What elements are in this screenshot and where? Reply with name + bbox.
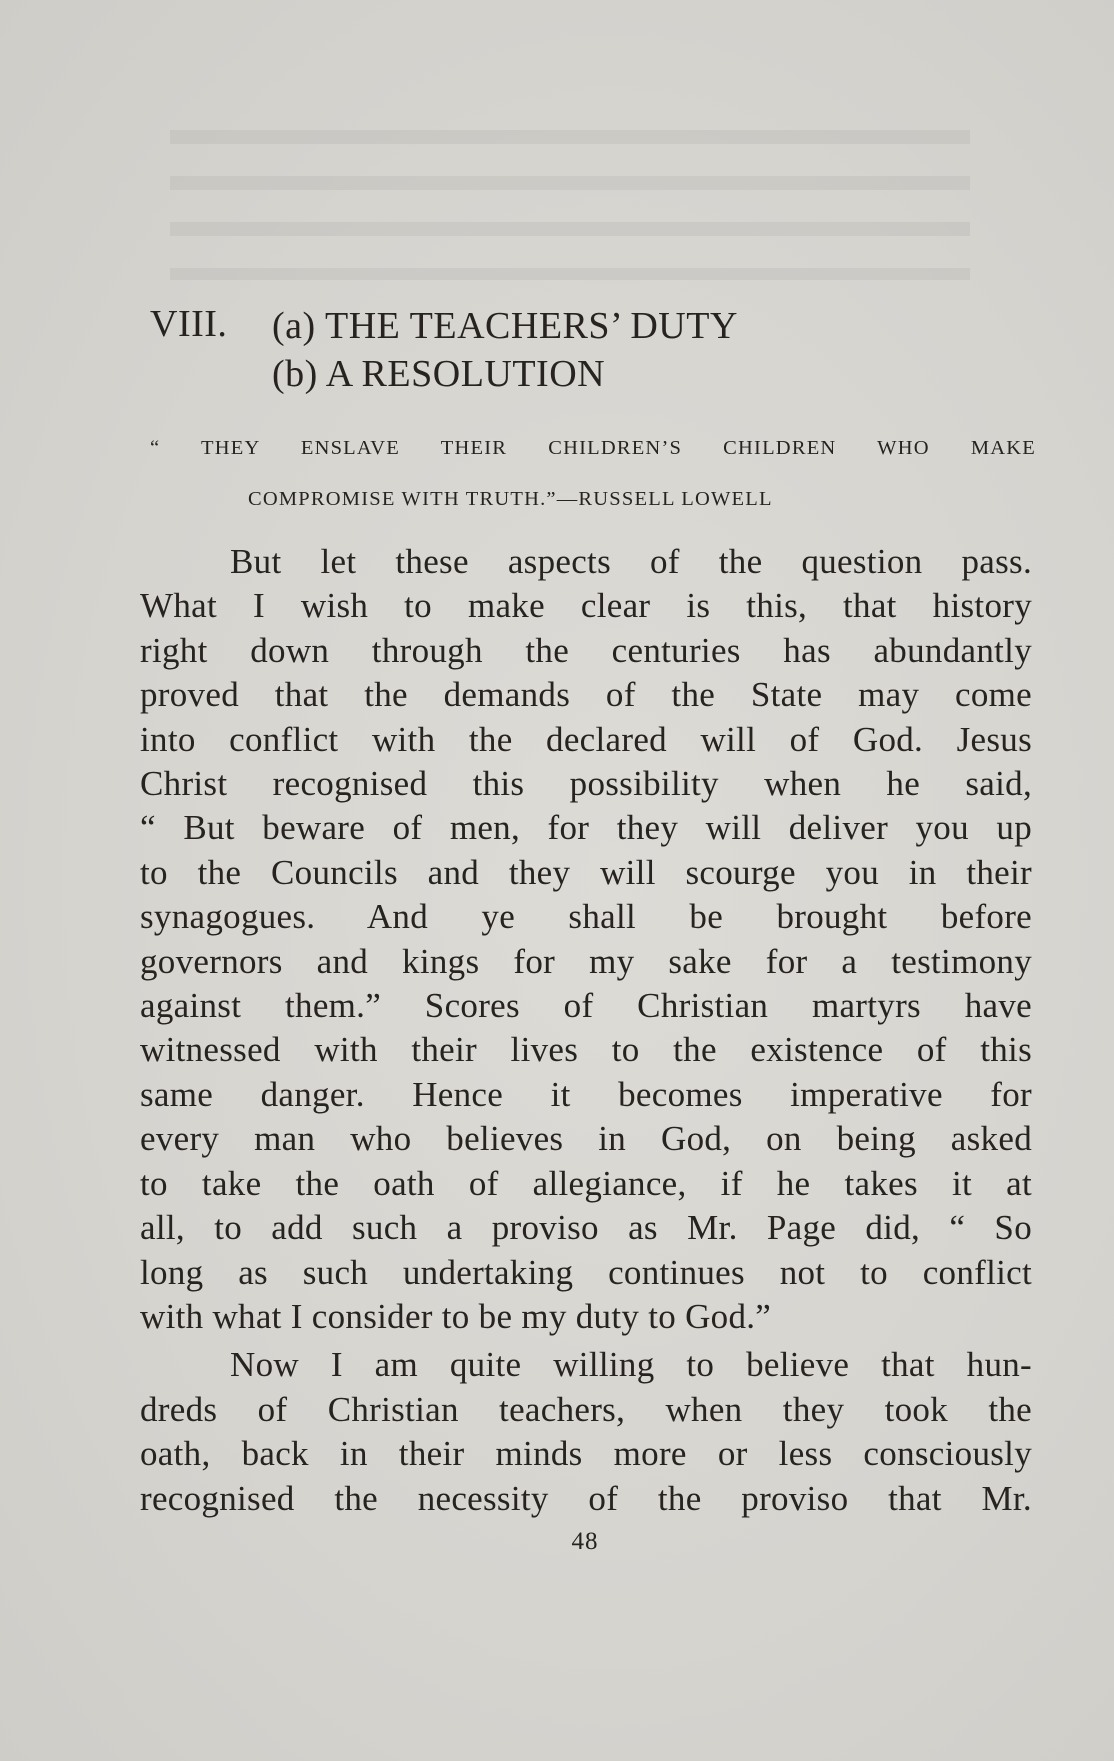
text-line: same danger. Hence it becomes imperative for (140, 1074, 1032, 1114)
body-text (140, 540, 1032, 1521)
text-line: against them.” Scores of Christian martyrs have (140, 986, 1032, 1026)
text-line: proved that the demands of the State may come (140, 675, 1032, 715)
text-line: dreds of Christian teachers, when they took the (140, 1389, 1032, 1429)
text-line: Now I am quite willing to believe that hun- (230, 1345, 1032, 1385)
text-line: long as such undertaking continues not to conflict (140, 1252, 1032, 1292)
text-line: right down through the centuries has abundantly (140, 630, 1032, 670)
chapter-number: VIII. (150, 303, 228, 345)
text-line: all, to add such a proviso as Mr. Page did, “ So (140, 1208, 1032, 1248)
chapter-title-a: (a) THE TEACHERS’ DUTY (272, 305, 738, 347)
text-line: to take the oath of allegiance, if he takes it at (140, 1163, 1032, 1203)
text-line: synagogues. And ye shall be brought before (140, 897, 1032, 937)
text-line: “ But beware of men, for they will deliver you up (140, 808, 1032, 848)
paragraph (140, 540, 1032, 1339)
text-line: witnessed with their lives to the existence of this (140, 1030, 1032, 1070)
text-line: to the Councils and they will scourge you in their (140, 852, 1032, 892)
text-line: But let these aspects of the question pass. (230, 542, 1032, 581)
text-line: into conflict with the declared will of God. Jesus (140, 719, 1032, 759)
epigraph-line-2: COMPROMISE WITH TRUTH.”—RUSSELL LOWELL (248, 488, 773, 510)
text-line: governors and kings for my sake for a testimony (140, 941, 1032, 981)
paragraph (140, 1343, 1032, 1521)
epigraph-line-1: “ THEY ENSLAVE THEIR CHILDREN’S CHILDREN WHO MAKE (150, 437, 1036, 459)
text-line: What I wish to make clear is this, that history (140, 586, 1032, 626)
page-number: 48 (571, 1528, 599, 1555)
text-line: Christ recognised this possibility when he said, (140, 764, 1032, 804)
text-line: oath, back in their minds more or less consciously (140, 1434, 1032, 1474)
chapter-title-b: (b) A RESOLUTION (272, 353, 606, 395)
text-line: recognised the necessity of the proviso that Mr. (140, 1478, 1032, 1518)
show-through-text (170, 130, 970, 280)
text-line: every man who believes in God, on being asked (140, 1119, 1032, 1159)
text-line: with what I consider to be my duty to God.” (140, 1296, 772, 1336)
